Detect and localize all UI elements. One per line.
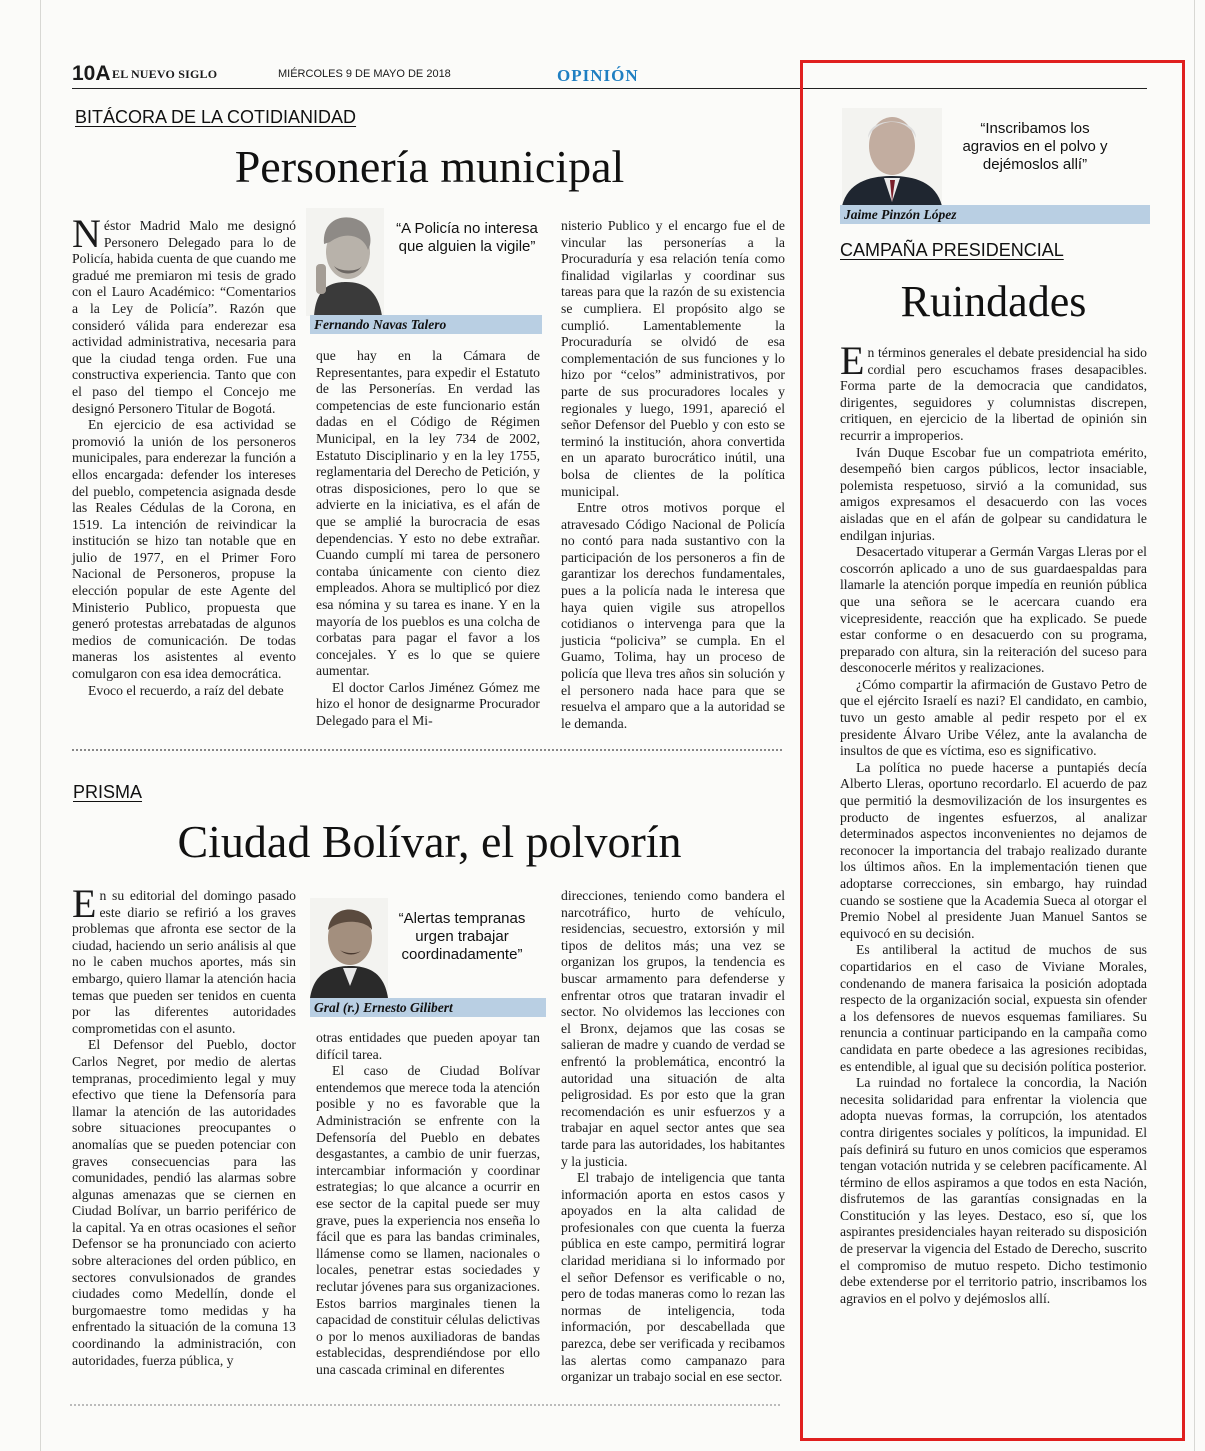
article1-column-3 [561,218,785,731]
article3-headline: Ruindades [900,277,1087,326]
paragraph: El trabajo de inteligencia que tanta información aporta en estos casos y apoyados en la alta calidad de profesionales con que cuenta la fuerza pública en este campo, permitirá lograr claridad meridiana si lo informado por el señor Defensor es verificable o no, pero de todas maneras como lo rezan las normas de inteligencia, toda información, por descabellada que parezca, debe ser verificada y recibamos las alertas como campanazo para organizar un trabajo social en ese sector. [561,1170,785,1385]
paragraph: Iván Duque Escobar fue un compatriota emérito, desempeñó bien cargos públicos, lector insaciable, polemista respetuoso, sirvió a la comunidad, sus amigos expresamos el desacuerdo con las voces aisladas que en el afán de golpear su candidatura le endilgan injurias. [840,444,1147,543]
paragraph: En ejercicio de esa actividad se promovió la unión de los personeros municipales, para enderezar la función a ellos encargada: defender los intereses del pueblo, competencia asignada desde las Reales Cédulas de la Corona, en 1519. La intención de reivindicar la institución se hizo tan notable que en julio de 1977, en el Primer Foro Nacional de Personeros, propuse la elección popular de este Agente del Ministerio Publico, propuesta que generó protestas arrebatadas de algunos medios de comunicación. De todas maneras los asistentes al evento comulgaron con esa idea democrática. [72,417,296,682]
article3-pull-quote: “Inscribamos los agravios en el polvo y dejémoslos allí” [962,120,1108,173]
article2-column-2 [316,1030,540,1390]
bottom-edge-dots [70,1404,780,1406]
article1-column-2 [316,348,540,729]
article2-author: Gral (r.) Ernesto Gilibert [310,998,546,1017]
paragraph: direcciones, teniendo como bandera el narcotráfico, hurto de vehículo, residencias, secuestro, extorsión y mil tipos de delitos más; una vez se organizan los grupos, la tendencia es buscar armamento para defenderse y enfrentar otros que trataran invadir el sector. No olvidemos las lecciones con el Bronx, dejamos que las cosas se salieran de madre y cuando de verdad se enfrentó la problemática, encontró la autoridad una situación de alta peligrosidad. Es por esto que la gran recomendación es unir esfuerzos y a trabajar en aquel sector antes que sea tarde para las autoridades, los habitantes y la justicia. [561,888,785,1169]
right-gutter-line [1194,0,1195,1451]
section-title: OPINIÓN [557,66,639,85]
paragraph: El doctor Carlos Jiménez Gómez me hizo el honor de designarme Procurador Delegado para el Mi- [316,679,540,729]
author-portrait-navas [306,208,384,316]
paragraph: Desacertado vituperar a Germán Vargas Lleras por el coscorrón aplicado a uno de sus guardaespaldas para llamarle la atención porque impedía en reunión pública que una señora se le acercara cuando era vicepresidente, reacción que ha explicado. Se puede estar conforme o en desacuerdo con su programa, preparado con altura, sin la reiteración del suceso para desconocerle méritos y realizaciones. [840,544,1147,676]
paragraph: Es antiliberal la actitud de muchos de sus copartidarios en el caso de Viviane Morales, condenando de manera farisaica la posición adoptada respecto de la organización social, expuesta sin ofender a los defensores de nuevos esquemas familiares. Su renuncia a continuar participando en la campaña como candidata en parte obedece a las agresiones recibidas, es entendible, al igual que su decisión política posterior. [840,942,1147,1074]
paragraph: El caso de Ciudad Bolívar entendemos que merece toda la atención posible y no es favorable que la Administración se enfrente con la Defensoría del Pueblo en debates desgastantes, a cambio de unir fuerzas, intercambiar información y coordinar estrategias; lo que alcance a ocurrir en ese sector de la capital puede ser muy grave, pues la experiencia nos enseña lo fácil que es para las bandas criminales, llámense como se llamen, nacionales o locales, penetrar estas sociedades y reclutar jóvenes para sus organizaciones. Estos barrios marginales tienen la capacidad de constituir células delictivas o por lo menos auxiliadoras de bandas establecidas, desprendiéndose por ello una cascada criminal en diferentes [316,1063,540,1377]
article2-pull-quote: “Alertas tempranas urgen trabajar coordinadamente” [398,910,526,963]
paragraph: n términos generales el debate presidencial ha sido cordial pero escuchamos frases desapacibles. Forma parte de la democracia que candidatos, dirigentes, seguidores y columnistas discrepen, critiquen, en ejercicio de la libertad de opinión sin recurrir a improperios. [840,345,1147,443]
article3-kicker: CAMPAÑA PRESIDENCIAL [840,240,1064,260]
article2-kicker: PRISMA [73,782,143,802]
page-number: 10A [72,62,111,85]
article1-author: Fernando Navas Talero [310,315,542,334]
dropcap: E [72,881,97,926]
paragraph: éstor Madrid Malo me designó Personero Delegado para lo de Policía, habida cuenta de que cuando me gradué me premiaron mi tesis de grado con el Lauro Académico: “Comentarios a la Ley de Policía”. Razón que consideró válida para enderezar esa actividad administrativa, necesaria para que la ciudad tenga orden. Fue una constructiva experiencia. Tanto que con el paso del tiempo el Concejo me designó Personero Titular de Bogotá. [72,218,296,416]
article1-headline: Personería municipal [234,141,625,192]
paragraph: Entre otros motivos porque el atravesado Código Nacional de Policía no contó para nada sustantivo con la participación de los personeros a fin de garantizar los derechos fundamentales, pues a la policía nada le interesa que haya quien vigile sus atropellos cotidianos o intervenga para que la justicia “policiva” se cumpla. En el Guamo, Tolima, hay un proceso de policía que lleva tres años sin solución y el personero nada hace para que se resuelva el amparo que a la autoridad se le demanda. [561,500,785,731]
paragraph: La ruindad no fortalece la concordia, la Nación necesita solidaridad para enfrentar la violencia que adopta nuevas formas, la corrupción, los atentados contra dirigentes sociales y políticos, la impunidad. El país definirá su futuro en unos comicios que esperamos tengan votación nutrida y se celebren pacíficamente. Al término de ellos aspiramos a que todos en esta Nación, disfrutemos de las garantías consignadas en la Constitución y las leyes. Destaco, eso sí, que los aspirantes presidenciales hayan reiterado su disposición de preservar la vigencia del Estado de Derecho, suscrito el compromiso de mutuo respeto. Dicho testimonio debe extenderse por el territorio patrio, inscribamos los agravios en el polvo y dejémoslos allí. [840,1075,1147,1306]
paragraph: que hay en la Cámara de Representantes, para expedir el Estatuto de las Personerías. En verdad las competencias de este funcionario están dadas en el Código de Régimen Municipal, en la ley 734 de 2002, Estatuto Disciplinario y en la ley 1755, reglamentaria del Derecho de Petición, y otras disposiciones, pero lo que se advierte en la iniciativa, es el afán de que se amplié la burocracia de esas dependencias. Y esto no debe extrañar. Cuando cumplí mi tarea de personero contaba únicamente con ciento diez empleados. Ahora se multiplicó por diez esa nómina y su tarea es inane. Y en la mayoría de los pueblos es una colcha de corbatas para pagar el favor a los concejales. Y es lo que se quiere aumentar. [316,348,540,679]
article-separator [72,749,782,751]
publication-date: MIÉRCOLES 9 DE MAYO DE 2018 [278,68,451,80]
highlight-frame [800,60,1185,1441]
newspaper-name: EL NUEVO SIGLO [112,67,218,81]
article1-kicker: BITÁCORA DE LA COTIDIANIDAD [75,107,357,127]
author-portrait-gilibert [310,898,388,998]
dropcap: N [72,211,101,256]
left-gutter-line [40,0,41,1451]
paragraph: nisterio Publico y el encargo fue el de vincular las personerías a la Procuraduría y esa relación tenía como finalidad vigilarlas y coordinar sus tareas para que la razón de su existencia se cumpliera. El propósito algo se cumplió. Lamentablemente la Procuraduría se olvidó de esa complementación de sus funciones y lo hizo por “celos” administrativos, por parte de sus procuradores locales y regionales y luego, 1991, apareció el señor Defensor del Pueblo y con esto se terminó la institución, ahora convertida en un aparato burocrático inútil, una bolsa de clientes de la política municipal. [561,218,785,499]
article1-column-1 [72,211,296,720]
article2-column-1 [72,881,296,1390]
paragraph: La política no puede hacerse a puntapiés decía Alberto Lleras, oportuno recordarlo. El acuerdo de paz que permitió la desmovilización de los insurgentes es producto de ingentes esfuerzos, al analizar determinados aspectos inconvenientes no dejamos de reconocer la importancia del trabajo realizado durante los últimos años. En la implementación tienen que adoptarse correcciones, sin embargo, hay ruindad cuando se sostiene que la Academia Sueca al otorgar el Premio Nobel al presidente Juan Manuel Santos se equivocó en su decisión. [840,759,1147,941]
article3-author: Jaime Pinzón López [840,205,1150,224]
article1-pull-quote: “A Policía no interesa que alguien la vigile” [396,220,538,255]
dropcap: E [840,338,865,383]
article2-headline: Ciudad Bolívar, el polvorín [177,816,682,867]
paragraph: Evoco el recuerdo, a raíz del debate [88,682,284,698]
paragraph: n su editorial del domingo pasado este diario se refirió a los graves problemas que afronta ese sector de la ciudad, haciendo un serio análisis al que no le caben muchos aportes, más sin embargo, quiero llamar la atención hacia temas que pueden ser tenidos en cuenta por las diferentes autoridades comprometidas con el asunto. [72,888,296,1036]
paragraph: El Defensor del Pueblo, doctor Carlos Negret, por medio de alertas tempranas, procedimiento legal y muy efectivo que tiene la Defensoría para llamar la atención de las autoridades sobre situaciones preocupantes o anomalías que se pueden potenciar con graves consecuencias para las comunidades, pendió las alarmas sobre algunas amenazas que se ciernen en Ciudad Bolívar, un barrio periférico de la capital. Ya en otras ocasiones el señor Defensor se ha pronunciado con acierto sobre alteraciones del orden público, en sectores convulsionados de grandes ciudades como Medellín, donde el burgomaestre tomo medidas y ha enfrentado la situación de la comuna 13 coordinando la administración, con autoridades, fuerza pública, y [72,1037,296,1368]
paragraph: ¿Cómo compartir la afirmación de Gustavo Petro de que el ejército Israelí es nazi? El candidato, en cambio, tuvo un gesto amable al pedir respeto por el ex presidente Álvaro Uribe Vélez, ante la avalancha de insultos de que es víctima, eso es significativo. [840,676,1147,759]
article2-column-3 [561,888,785,1390]
paragraph: otras entidades que pueden apoyar tan difícil tarea. [316,1030,540,1062]
